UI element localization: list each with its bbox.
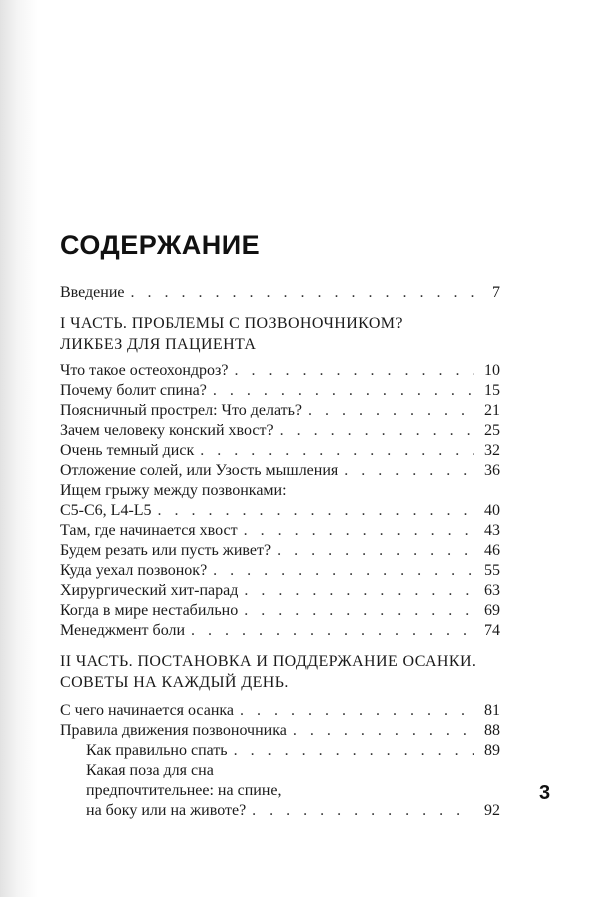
toc-entry-page: 36 [484, 462, 500, 479]
part1-heading-line1: I ЧАСТЬ. ПРОБЛЕМЫ С ПОЗВОНОЧНИКОМ? [60, 315, 403, 332]
dot-leader [213, 381, 474, 401]
toc-entry-label: Поясничный прострел: Что делать? [60, 402, 303, 419]
dot-leader [191, 621, 474, 641]
toc-entry-page: 32 [484, 442, 500, 459]
toc-entry-page: 21 [484, 402, 500, 419]
toc-entry-page: 88 [484, 722, 500, 739]
toc-entry-label: C5-C6, L4-L5 [60, 502, 152, 519]
toc-entry-page: 69 [484, 602, 500, 619]
toc-entry-label: на боку или на животе? [86, 802, 247, 819]
toc-entry[interactable] [60, 361, 500, 381]
toc-entry[interactable] [60, 541, 500, 561]
page-number: 3 [539, 782, 551, 804]
toc-entry[interactable] [60, 401, 500, 421]
toc-entry-label: Куда уехал позвонок? [60, 562, 208, 579]
toc-subentry[interactable] [60, 801, 500, 821]
toc-entry[interactable] [60, 441, 500, 461]
toc-entry-label-line2: предпочтительнее: на спине, [86, 782, 282, 799]
dot-leader [244, 601, 474, 621]
toc-title: СОДЕРЖАНИЕ [60, 230, 261, 260]
dot-leader [234, 361, 474, 381]
page-gutter-shadow [0, 0, 38, 897]
toc-entry-label: Отложение солей, или Узость мышления [60, 462, 339, 479]
toc-entry-label: Когда в мире нестабильно [60, 602, 239, 619]
toc-entry-label: С чего начинается осанка [60, 702, 235, 719]
toc-entry-label: Менеджмент боли [60, 622, 186, 639]
toc-entry-label: Что такое остеохондроз? [60, 362, 229, 379]
dot-leader [293, 721, 474, 741]
toc-entry-page: 63 [484, 582, 500, 599]
part2-heading-line1: II ЧАСТЬ. ПОСТАНОВКА И ПОДДЕРЖАНИЕ ОСАНКИ. [60, 653, 477, 670]
toc-entry-page: 10 [484, 362, 500, 379]
toc-entry-page: 92 [484, 802, 500, 819]
dot-leader [234, 741, 474, 761]
toc-entry[interactable] [60, 601, 500, 621]
toc-entry[interactable] [60, 721, 500, 741]
toc-entry-label: Хирургический хит-парад [60, 582, 239, 599]
toc-entry-page: 15 [484, 382, 500, 399]
part1-heading-line2: ЛИКБЕЗ ДЛЯ ПАЦИЕНТА [60, 336, 257, 353]
part2-heading [60, 651, 500, 693]
dot-leader [344, 461, 474, 481]
dot-leader [277, 541, 474, 561]
dot-leader [252, 801, 474, 821]
toc-entry[interactable] [60, 461, 500, 481]
toc-entry-page: 55 [484, 562, 500, 579]
toc-entry[interactable] [60, 381, 500, 401]
toc-entry-page: 46 [484, 542, 500, 559]
toc-entry[interactable] [60, 701, 500, 721]
toc-subentry[interactable] [60, 741, 500, 761]
toc-entry-intro[interactable] [60, 283, 500, 303]
toc-entry-page: 74 [484, 622, 500, 639]
toc-entry-label-line1: Ищем грыжу между позвонками: [60, 482, 287, 499]
dot-leader [244, 581, 474, 601]
dot-leader [280, 421, 474, 441]
dot-leader [200, 441, 474, 461]
dot-leader [158, 501, 474, 521]
toc-entry-label-line1: Какая поза для сна [86, 762, 214, 779]
dot-leader [308, 401, 474, 421]
toc-entry-page: 7 [492, 284, 500, 301]
dot-leader [244, 521, 474, 541]
toc-entry-label: Там, где начинается хвост [60, 522, 238, 539]
toc-entry-label: Очень темный диск [60, 442, 195, 459]
toc-entry-page: 43 [484, 522, 500, 539]
toc-entry[interactable] [60, 621, 500, 641]
dot-leader [213, 561, 474, 581]
toc-entry[interactable] [60, 521, 500, 541]
toc-entry[interactable] [60, 421, 500, 441]
table-of-contents [60, 283, 500, 821]
dot-leader [240, 701, 474, 721]
toc-entry[interactable] [60, 581, 500, 601]
toc-entry-label: Зачем человеку конский хвост? [60, 422, 274, 439]
toc-entry-page: 81 [484, 702, 500, 719]
toc-entry-label: Почему болит спина? [60, 382, 207, 399]
toc-entry-page: 89 [484, 742, 500, 759]
toc-entry-page: 40 [484, 502, 500, 519]
toc-entry[interactable] [60, 501, 500, 521]
part1-heading [60, 313, 500, 355]
toc-entry[interactable] [60, 561, 500, 581]
dot-leader [131, 283, 475, 303]
toc-entry-label: Как правильно спать [86, 742, 228, 759]
part2-heading-line2: СОВЕТЫ НА КАЖДЫЙ ДЕНЬ. [60, 674, 289, 691]
toc-entry-page: 25 [484, 422, 500, 439]
toc-entry-label: Правила движения позвоночника [60, 722, 287, 739]
toc-entry-label: Введение [60, 284, 125, 301]
toc-entry-label: Будем резать или пусть живет? [60, 542, 272, 559]
